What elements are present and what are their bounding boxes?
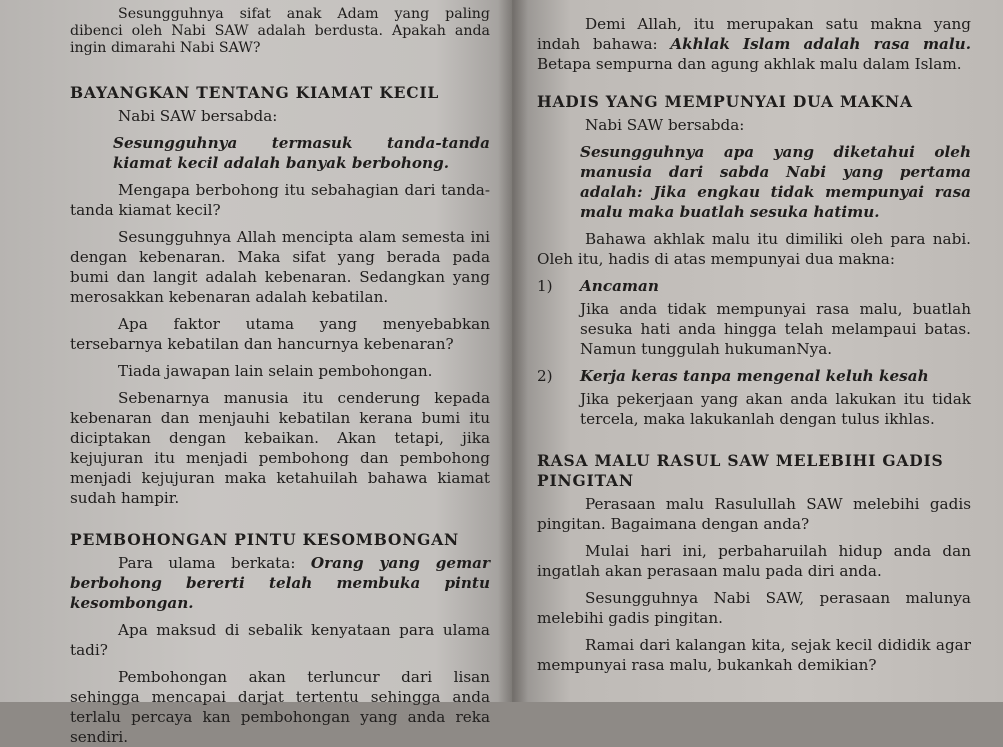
list-title: Ancaman [580, 277, 659, 295]
section-heading: HADIS YANG MEMPUNYAI DUA MAKNA [537, 92, 913, 111]
paragraph-tail: Betapa sempurna dan agung akhlak malu dalam Islam. [537, 55, 962, 73]
right-page [512, 0, 1003, 702]
paragraph: Perasaan malu Rasulullah SAW melebihi gadis pingitan. Bagaimana dengan anda? [537, 495, 971, 533]
hadith-quote: Sesungguhnya apa yang diketahui oleh manusia dari sabda Nabi yang pertama adalah: Jika engkau tidak mempunyai rasa malu maka buatlah sesuka hatimu. [580, 143, 971, 221]
paragraph: Mengapa berbohong itu sebahagian dari tanda-tanda kiamat kecil? [70, 181, 490, 219]
paragraph: Nabi SAW bersabda: [118, 107, 278, 125]
paragraph: Sebenarnya manusia itu cenderung kepada kebenaran dan menjauhi kebatilan kerana bumi itu diciptakan dengan kebaikan. Akan tetapi, jika kejujuran itu menjadi pembohong dan pembohong menjadi kejujuran maka ketahuilah bahawa kiamat sudah hampir. [70, 389, 490, 507]
paragraph: Bahawa akhlak malu itu dimiliki oleh para nabi. Oleh itu, hadis di atas mempunyai dua makna: [537, 230, 971, 268]
list-item-heading [537, 276, 971, 296]
section-heading: BAYANGKAN TENTANG KIAMAT KECIL [70, 83, 440, 102]
paragraph: Pembohongan akan terluncur dari lisan sehingga mencapai darjat tertentu sehingga anda terlalu percaya kan pembohongan yang anda reka sendiri. [70, 668, 490, 746]
list-item-text: Jika pekerjaan yang akan anda lakukan itu tidak tercela, maka lakukanlah dengan tulus ikhlas. [580, 390, 971, 428]
list-item-text: Jika anda tidak mempunyai rasa malu, buatlah sesuka hati anda hingga telah melampaui batas. Namun tunggulah hukumanNya. [580, 300, 971, 358]
paragraph-lead: Demi Allah, itu merupakan satu makna yang indah bahawa: [537, 15, 971, 53]
list-title: Kerja keras tanpa mengenal keluh kesah [580, 367, 929, 385]
list-item-heading [537, 366, 971, 386]
hadith-quote: Sesungguhnya termasuk tanda-tanda kiamat kecil adalah banyak berbohong. [113, 134, 490, 172]
emphasis-quote: Akhlak Islam adalah rasa malu. [670, 35, 971, 53]
paragraph: Nabi SAW bersabda: [585, 116, 745, 134]
paragraph: Ramai dari kalangan kita, sejak kecil dididik agar mempunyai rasa malu, bukankah demikian? [537, 636, 971, 674]
paragraph-lead: Para ulama berkata: [118, 554, 311, 572]
section-heading: PEMBOHONGAN PINTU KESOMBONGAN [70, 530, 460, 549]
list-number: 1) [537, 277, 553, 295]
paragraph: Mulai hari ini, perbaharuilah hidup anda dan ingatlah akan perasaan malu pada diri anda. [537, 542, 971, 580]
section-heading: RASA MALU RASUL SAW MELEBIHI GADIS PINGITAN [537, 451, 944, 490]
paragraph: Apa maksud di sebalik kenyataan para ulama tadi? [70, 621, 490, 659]
paragraph: Tiada jawapan lain selain pembohongan. [118, 362, 433, 380]
list-number: 2) [537, 367, 553, 385]
paragraph: Sesungguhnya Nabi SAW, perasaan malunya melebihi gadis pingitan. [537, 589, 971, 627]
scholar-quote: Orang yang gemar berbohong bererti telah membuka pintu kesombongan. [70, 554, 490, 612]
paragraph: Apa faktor utama yang menyebabkan tersebarnya kebatilan dan hancurnya kebenaran? [70, 315, 490, 353]
paragraph [537, 14, 971, 74]
paragraph: Sesungguhnya sifat anak Adam yang paling dibenci oleh Nabi SAW adalah berdusta. Apakah anda ingin dimarahi Nabi SAW? [70, 6, 490, 56]
paragraph: Sesungguhnya Allah mencipta alam semesta ini dengan kebenaran. Maka sifat yang berada pada bumi dan langit adalah kebenaran. Sedangkan yang merosakkan kebenaran adalah kebatilan. [70, 228, 490, 306]
book-gutter-shadow [498, 0, 528, 702]
paragraph [70, 553, 490, 613]
